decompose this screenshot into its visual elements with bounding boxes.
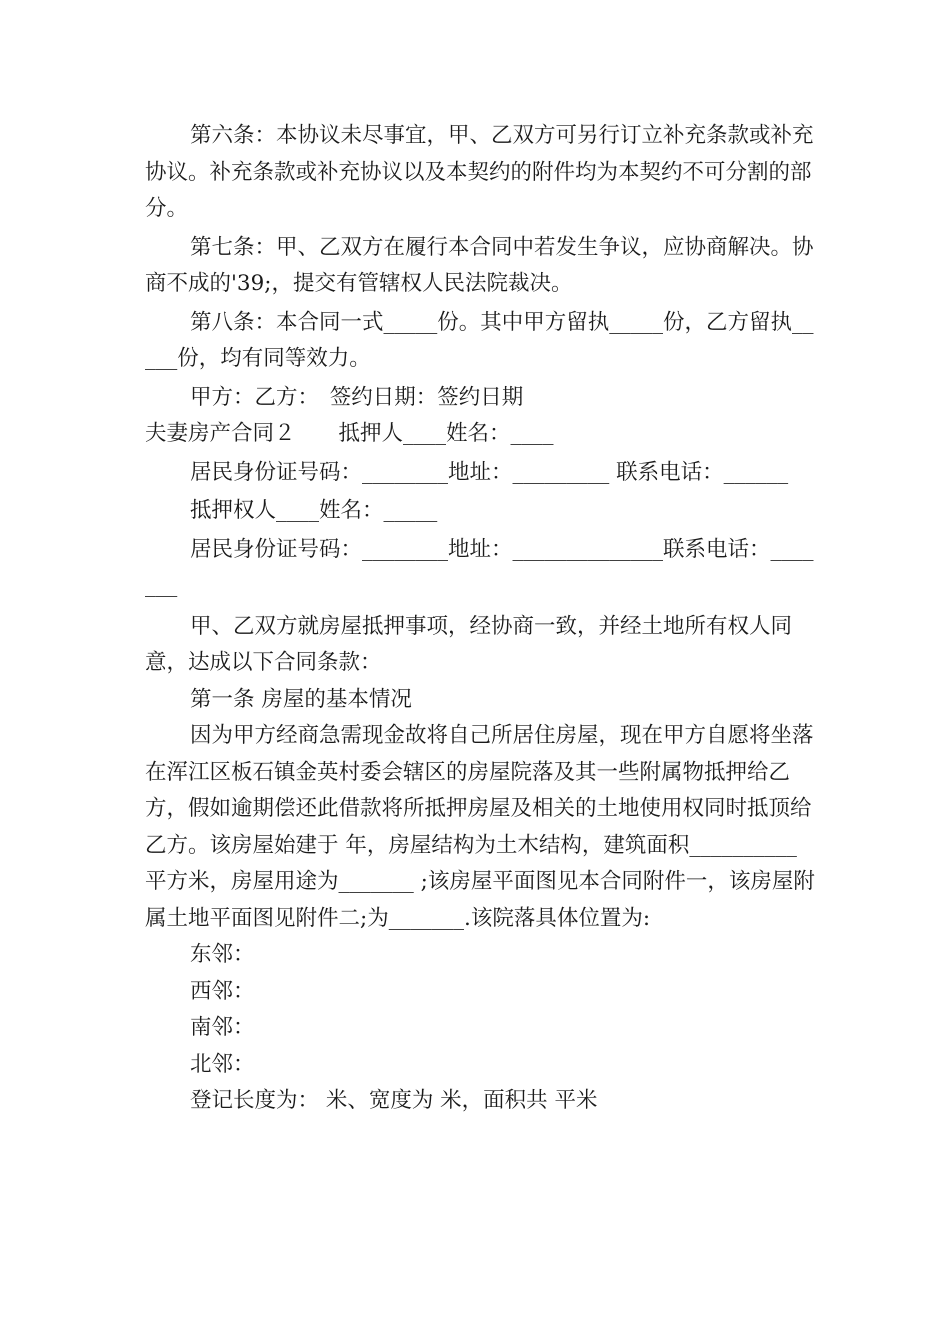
clause-seven: 第七条：甲、乙双方在履行本合同中若发生争议，应协商解决。协商不成的'39;，提交有管辖权人民法院裁决。: [145, 234, 814, 296]
west-neighbor: 西邻：: [190, 978, 255, 1004]
registered-dimensions: 登记长度为： 米、宽度为 米，面积共 平米: [190, 1088, 598, 1113]
east-neighbor: 东邻：: [190, 942, 255, 967]
agreement-intro: 甲、乙双方就房屋抵押事项，经协商一致，并经土地所有权人同意，达成以下合同条款：: [145, 613, 793, 675]
clause-six: 第六条：本协议未尽事宜，甲、乙双方可另行订立补充条款或补充协议。补充条款或补充协议以及本契约的附件均为本契约不可分割的部分。: [145, 123, 814, 221]
article-one-heading: 第一条 房屋的基本情况: [190, 686, 412, 712]
mortgagee-name-line: 抵押权人____姓名：_____: [190, 498, 438, 523]
clause-eight: 第八条：本合同一式_____份。其中甲方留执_____份，乙方留执_____份，均有同等效力。: [145, 309, 814, 371]
north-neighbor: 北邻：: [190, 1051, 255, 1077]
signature-line: 甲方：乙方： 签约日期：签约日期: [190, 384, 524, 410]
house-description: 因为甲方经商急需现金故将自己所居住房屋，现在甲方自愿将坐落在浑江区板石镇金英村委会辖区的房屋院落及其一些附属物抵押给乙方，假如逾期偿还此借款将所抵押房屋及相关的土地使用权同时抵顶给乙方。该房屋始建于 年，房屋结构为土木结构，建筑面积__________平方米，房屋用途为_______ ;该房屋平面图见本合同附件一，该房屋附属土地平面图见附件二;为_______.该院落具体位置为:: [145, 723, 815, 931]
document-body: [145, 118, 817, 1120]
mortgagor-id-line: 居民身份证号码：________地址：_________ 联系电话：______: [190, 459, 789, 485]
mortgagee-id-line: 居民身份证号码：________地址：______________联系电话：_______: [145, 536, 814, 598]
contract-two-heading: 夫妻房产合同２ 抵押人____姓名：____: [145, 421, 554, 446]
south-neighbor: 南邻：: [190, 1015, 255, 1040]
